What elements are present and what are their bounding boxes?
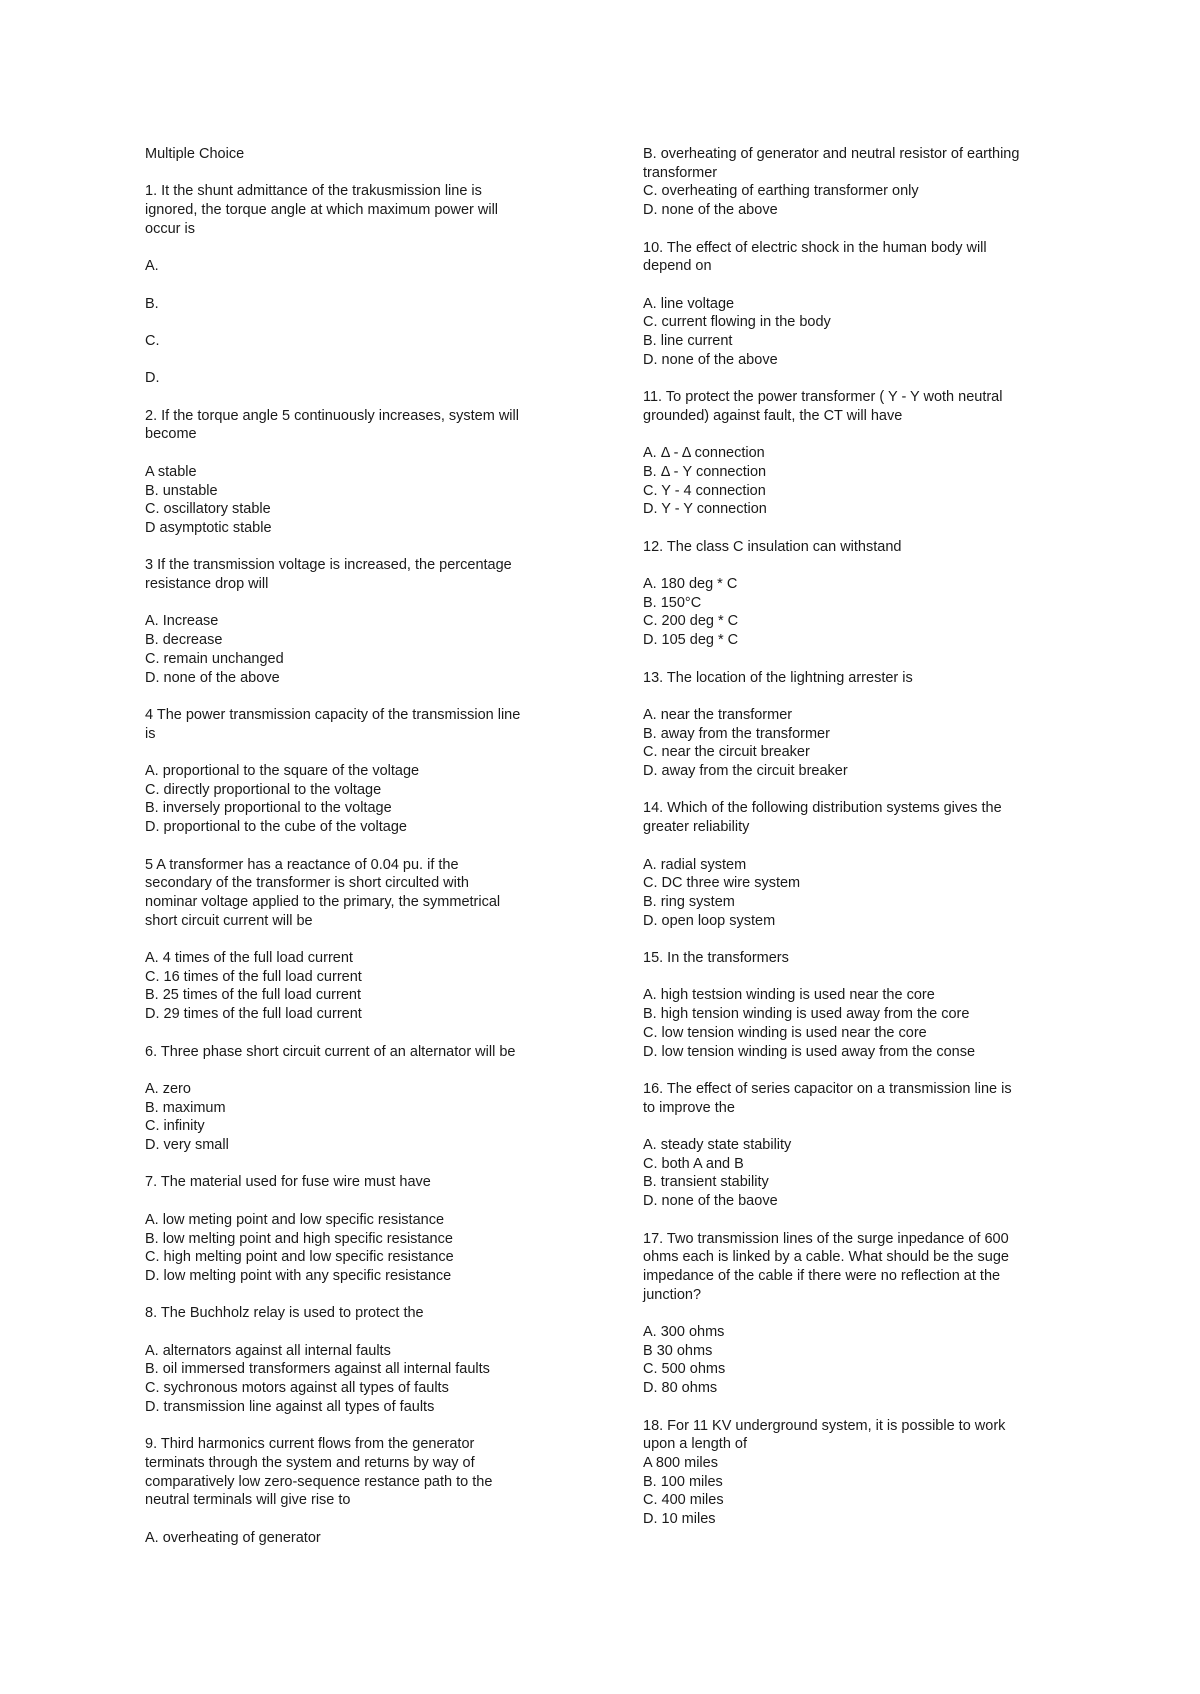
option-line: D. low melting point with any specific resistance (145, 1267, 452, 1284)
question-line: 8. The Buchholz relay is used to protect the (145, 1305, 424, 1322)
option-line: A. 4 times of the full load current (145, 950, 353, 967)
option-line: D. away from the circuit breaker (643, 763, 848, 780)
option-line: D asymptotic stable (145, 519, 272, 536)
question-line: secondary of the transformer is short circulted with (145, 875, 469, 892)
option-line: B. transient stability (643, 1174, 769, 1191)
question-text (145, 556, 575, 593)
option-line: B. 25 times of the full load current (145, 987, 361, 1004)
option-line: A. radial system (643, 856, 747, 873)
option-line: C. overheating of earthing transformer only (643, 183, 919, 200)
option-line: A. 180 deg * C (643, 576, 738, 593)
question-line: A 800 miles (643, 1454, 718, 1471)
question-text (643, 1417, 1073, 1529)
option-line: C. directly proportional to the voltage (145, 781, 382, 798)
question-line: 6. Three phase short circuit current of an alternator will be (145, 1043, 516, 1060)
question-line: grounded) against fault, the CT will have (643, 407, 903, 424)
option-line: D. 105 deg * C (643, 632, 739, 649)
question-line: to improve the (643, 1099, 735, 1116)
option-line: D. 80 ohms (643, 1380, 718, 1397)
option-line: B. decrease (145, 632, 223, 649)
question-line: B. 100 miles (643, 1473, 723, 1490)
question-text (145, 1173, 575, 1192)
answer-options (145, 369, 575, 388)
answer-options (145, 762, 575, 837)
option-line: C. infinity (145, 1118, 205, 1135)
question-line: 14. Which of the following distribution systems gives the (643, 800, 1002, 817)
option-line: A. (145, 258, 159, 275)
option-line: D. none of the above (643, 202, 778, 219)
option-line: A. alternators against all internal faults (145, 1342, 391, 1359)
option-line: D. proportional to the cube of the voltage (145, 819, 407, 836)
answer-options (643, 1323, 1073, 1398)
option-line: B. ring system (643, 893, 735, 910)
option-line: A. near the transformer (643, 706, 793, 723)
question-line: 3 If the transmission voltage is increased, the percentage (145, 557, 512, 574)
question-line: 9. Third harmonics current flows from the generator (145, 1436, 475, 1453)
answer-options (145, 612, 575, 687)
question-text (643, 1230, 1073, 1305)
question-text (643, 799, 1073, 836)
document-heading (145, 145, 575, 164)
option-line: C. 500 ohms (643, 1361, 726, 1378)
answer-options (145, 463, 575, 538)
option-line: A. low meting point and low specific resistance (145, 1211, 445, 1228)
option-line: A. 300 ohms (643, 1324, 725, 1341)
question-text (643, 538, 1073, 557)
answer-options (145, 257, 575, 276)
option-line: B. unstable (145, 482, 218, 499)
option-line: C. Y - 4 connection (643, 482, 766, 499)
option-line: D. none of the above (145, 669, 280, 686)
option-line: B. oil immersed transformers against all internal faults (145, 1361, 490, 1378)
answer-options (145, 1080, 575, 1155)
question-text (643, 1080, 1073, 1117)
left-column (145, 145, 575, 1566)
option-line: B. maximum (145, 1099, 226, 1116)
question-line: 17. Two transmission lines of the surge inpedance of 600 (643, 1230, 1009, 1247)
option-line: C. remain unchanged (145, 650, 284, 667)
option-line: A. steady state stability (643, 1137, 792, 1154)
option-line: A. Δ - Δ connection (643, 445, 765, 462)
answer-options (145, 1342, 575, 1417)
question-text (643, 239, 1073, 276)
option-line: D. low tension winding is used away from the conse (643, 1043, 976, 1060)
question-text (145, 856, 575, 931)
option-line: C. high melting point and low specific resistance (145, 1249, 454, 1266)
answer-options (643, 1136, 1073, 1211)
question-line: impedance of the cable if there were no reflection at the (643, 1267, 1001, 1284)
option-line: C. sychronous motors against all types of faults (145, 1380, 449, 1397)
option-line: A. high testsion winding is used near the core (643, 987, 935, 1004)
question-line: short circuit current will be (145, 912, 313, 929)
question-text (643, 388, 1073, 425)
question-line: is (145, 725, 156, 742)
question-line: 16. The effect of series capacitor on a transmission line is (643, 1080, 1012, 1097)
answer-options (643, 145, 1073, 220)
option-line: B. (145, 295, 159, 312)
option-line: D. transmission line against all types of faults (145, 1398, 435, 1415)
option-line: B. line current (643, 333, 733, 349)
question-text (145, 1043, 575, 1062)
option-line: C. near the circuit breaker (643, 744, 810, 761)
option-line: D. 29 times of the full load current (145, 1006, 362, 1023)
option-line: C. low tension winding is used near the core (643, 1024, 927, 1041)
question-line: occur is (145, 220, 195, 237)
question-line: 10. The effect of electric shock in the human body will (643, 239, 987, 256)
option-line: C. DC three wire system (643, 875, 801, 892)
option-line: C. (145, 332, 160, 349)
question-line: ohms each is linked by a cable. What should be the suge (643, 1249, 1009, 1266)
question-text (145, 407, 575, 444)
option-line: A. Increase (145, 613, 219, 630)
option-line: B. 150°C (643, 594, 702, 611)
answer-options (643, 575, 1073, 650)
question-line: junction? (643, 1286, 702, 1303)
question-line: depend on (643, 258, 712, 275)
question-line: 4 The power transmission capacity of the transmission line (145, 706, 521, 723)
option-line: A stable (145, 463, 197, 480)
option-line: B. low melting point and high specific resistance (145, 1230, 453, 1247)
question-line: become (145, 426, 197, 443)
question-line: neutral terminals will give rise to (145, 1492, 351, 1509)
question-line: ignored, the torque angle at which maximum power will (145, 202, 499, 219)
option-line: D. very small (145, 1137, 229, 1154)
answer-options (145, 1211, 575, 1286)
question-text (643, 669, 1073, 688)
answer-options (643, 706, 1073, 781)
option-line: B. overheating of generator and neutral resistor of earthing (643, 146, 1020, 162)
option-line: transformer (643, 164, 718, 181)
option-line: A. zero (145, 1080, 191, 1097)
option-line: B. Δ - Y connection (643, 463, 767, 480)
question-line: 12. The class C insulation can withstand (643, 538, 902, 555)
answer-options (145, 1529, 575, 1548)
question-line: 15. In the transformers (643, 950, 789, 967)
option-line: C. 200 deg * C (643, 613, 739, 630)
option-line: B. away from the transformer (643, 725, 830, 742)
question-line: C. 400 miles (643, 1492, 724, 1509)
question-line: 18. For 11 KV underground system, it is possible to work (643, 1417, 1006, 1434)
option-line: B 30 ohms (643, 1342, 713, 1359)
question-text (145, 182, 575, 238)
right-column (643, 145, 1073, 1547)
question-line: greater reliability (643, 819, 750, 836)
option-line: D. Y - Y connection (643, 501, 767, 518)
question-text (145, 1304, 575, 1323)
answer-options (643, 444, 1073, 519)
question-line: 11. To protect the power transformer ( Y - Y woth neutral (643, 389, 1003, 406)
option-line: A. line voltage (643, 295, 735, 312)
option-line: D. none of the above (643, 351, 778, 368)
option-line: B. inversely proportional to the voltage (145, 800, 392, 817)
option-line: A. overheating of generator (145, 1529, 321, 1546)
question-line: resistance drop will (145, 576, 269, 593)
heading-line: Multiple Choice (145, 146, 245, 162)
option-line: C. oscillatory stable (145, 501, 271, 518)
question-line: 2. If the torque angle 5 continuously increases, system will (145, 407, 519, 424)
option-line: B. high tension winding is used away from the core (643, 1006, 970, 1023)
question-line: comparatively low zero-sequence restance path to the (145, 1473, 493, 1490)
answer-options (643, 986, 1073, 1061)
question-line: 7. The material used for fuse wire must have (145, 1174, 431, 1191)
option-line: D. (145, 370, 160, 387)
option-line: A. proportional to the square of the voltage (145, 763, 420, 780)
option-line: D. open loop system (643, 912, 776, 929)
question-line: 5 A transformer has a reactance of 0.04 pu. if the (145, 856, 459, 873)
question-text (145, 706, 575, 743)
question-line: 1. It the shunt admittance of the trakusmission line is (145, 183, 482, 200)
option-line: C. both A and B (643, 1155, 744, 1172)
question-text (145, 1435, 575, 1510)
option-line: C. current flowing in the body (643, 314, 831, 331)
option-line: C. 16 times of the full load current (145, 968, 362, 985)
answer-options (145, 295, 575, 314)
question-text (643, 949, 1073, 968)
answer-options (145, 332, 575, 351)
option-line: D. none of the baove (643, 1193, 778, 1210)
question-line: D. 10 miles (643, 1511, 716, 1528)
answer-options (145, 949, 575, 1024)
question-line: 13. The location of the lightning arrester is (643, 669, 913, 686)
answer-options (643, 295, 1073, 370)
question-line: nominar voltage applied to the primary, the symmetrical (145, 893, 501, 910)
question-line: terminats through the system and returns by way of (145, 1454, 475, 1471)
question-line: upon a length of (643, 1436, 748, 1453)
answer-options (643, 856, 1073, 931)
